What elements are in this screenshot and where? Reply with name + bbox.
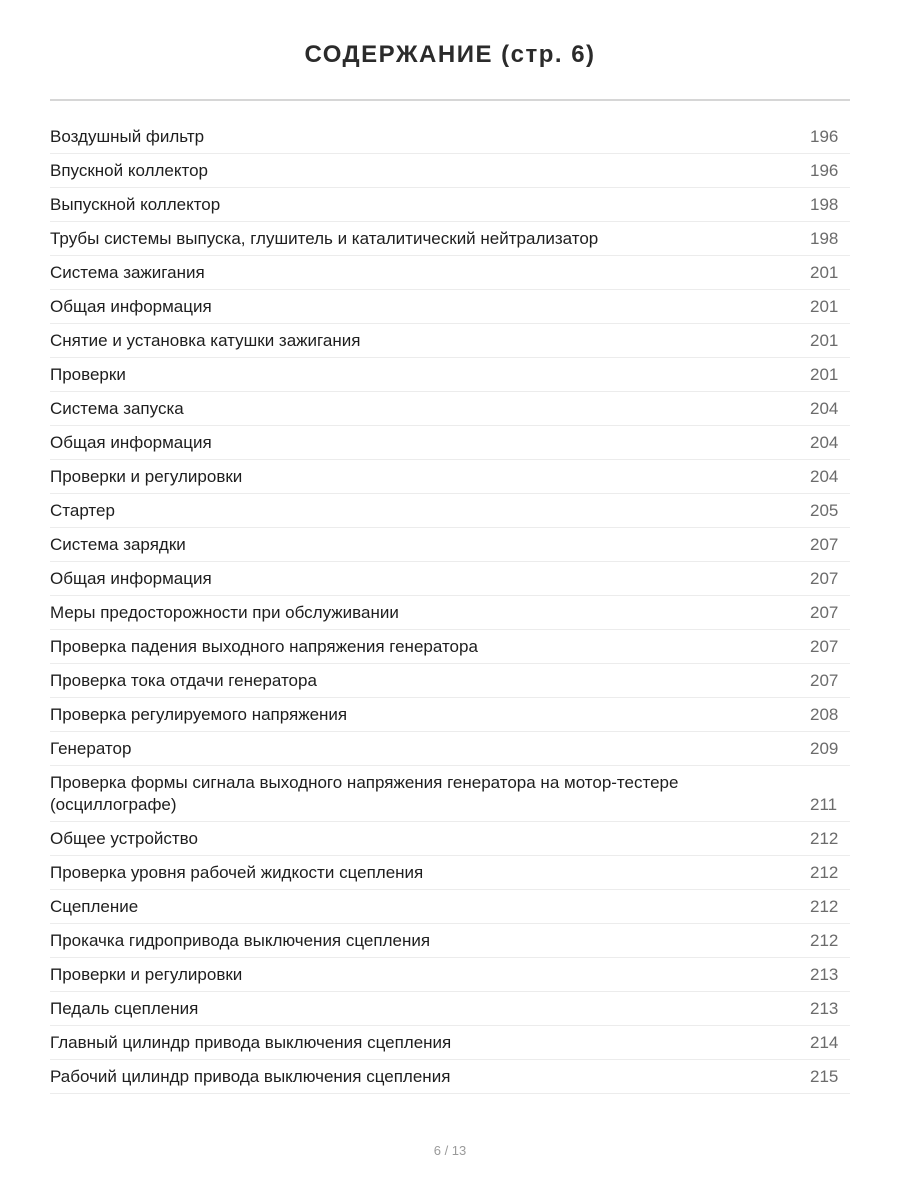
toc-entry[interactable] <box>50 822 850 856</box>
toc-entry-title: Генератор <box>50 739 132 758</box>
toc-entry[interactable] <box>50 324 850 358</box>
toc-entry-title: Выпускной коллектор <box>50 195 221 214</box>
toc-entry[interactable] <box>50 222 850 256</box>
toc-entry[interactable] <box>50 494 850 528</box>
toc-entry-title: Проверки и регулировки <box>50 965 243 984</box>
toc-entry[interactable] <box>50 630 850 664</box>
title-divider <box>50 99 850 101</box>
page-indicator: 6 / 13 <box>433 1143 467 1158</box>
toc-entry-title: Главный цилиндр привода выключения сцепления <box>50 1033 452 1052</box>
toc-entry[interactable] <box>50 992 850 1026</box>
toc-entry[interactable] <box>50 1026 850 1060</box>
toc-entry-title: Впускной коллектор <box>50 161 208 180</box>
toc-entry-title: Общая информация <box>50 569 212 588</box>
toc-entry-title: Снятие и установка катушки зажигания <box>50 331 361 350</box>
toc-entry[interactable] <box>50 188 850 222</box>
toc-entry-page: 198 <box>810 195 839 214</box>
toc-entry-page: 201 <box>810 297 839 316</box>
toc-entry-page: 208 <box>810 705 839 724</box>
toc-entry[interactable] <box>50 392 850 426</box>
toc-entry-page: 207 <box>810 671 839 690</box>
toc-entry[interactable] <box>50 890 850 924</box>
toc-entry-title: Сцепление <box>50 897 139 916</box>
toc-entry[interactable] <box>50 958 850 992</box>
toc-entry-title: Общая информация <box>50 433 212 452</box>
toc-entry[interactable] <box>50 290 850 324</box>
toc-entry-page: 207 <box>810 603 839 622</box>
toc-entry[interactable] <box>50 256 850 290</box>
toc-entry-title: Общее устройство <box>50 829 198 848</box>
page-title: СОДЕРЖАНИЕ (стр. 6) <box>304 41 596 68</box>
toc-entry[interactable] <box>50 856 850 890</box>
toc-entry-page: 213 <box>810 965 839 984</box>
toc-entry-title: Система зарядки <box>50 535 186 554</box>
toc-entry-page: 196 <box>810 161 839 180</box>
toc-entry-page: 207 <box>810 637 839 656</box>
toc-entry-page: 207 <box>810 535 839 554</box>
toc-entry-page: 215 <box>810 1067 839 1086</box>
toc-entry-title: Воздушный фильтр <box>50 127 205 146</box>
toc-entry[interactable] <box>50 460 850 494</box>
toc-entry-title: Трубы системы выпуска, глушитель и каталитический нейтрализатор <box>50 229 599 248</box>
toc-entry-page: 212 <box>810 829 839 848</box>
toc-entry[interactable] <box>50 924 850 958</box>
toc-entry[interactable] <box>50 528 850 562</box>
toc-entry[interactable] <box>50 358 850 392</box>
toc-entry-page: 211 <box>810 795 838 814</box>
toc-entry[interactable] <box>50 562 850 596</box>
toc-entry-title: Проверка регулируемого напряжения <box>50 705 348 724</box>
toc-entry-title: Проверка тока отдачи генератора <box>50 671 317 690</box>
toc-entry-title: Проверка уровня рабочей жидкости сцепления <box>50 863 424 882</box>
toc-entry-page: 214 <box>810 1033 839 1052</box>
toc-entry[interactable] <box>50 698 850 732</box>
toc-entry-page: 207 <box>810 569 839 588</box>
toc-entry-page: 212 <box>810 863 839 882</box>
toc-entry-title: Рабочий цилиндр привода выключения сцепления <box>50 1067 451 1086</box>
toc-entry-title: Стартер <box>50 501 115 520</box>
toc-entry[interactable] <box>50 120 850 154</box>
toc-entry-page: 198 <box>810 229 839 248</box>
toc-entry-page: 196 <box>810 127 839 146</box>
toc-entry[interactable] <box>50 426 850 460</box>
toc-entry-title: Прокачка гидропривода выключения сцепления <box>50 931 431 950</box>
toc-entry-page: 213 <box>810 999 839 1018</box>
toc-entry-title: Проверки и регулировки <box>50 467 243 486</box>
toc-entry-page: 201 <box>810 365 839 384</box>
toc-entry[interactable] <box>50 596 850 630</box>
toc-entry-title: Проверки <box>50 365 126 384</box>
toc-entry[interactable] <box>50 732 850 766</box>
toc-list <box>50 120 850 1094</box>
toc-entry-title: Меры предосторожности при обслуживании <box>50 603 399 622</box>
toc-entry[interactable] <box>50 1060 850 1094</box>
toc-entry-page: 205 <box>810 501 839 520</box>
toc-entry-title: Система запуска <box>50 399 184 418</box>
toc-entry[interactable] <box>50 766 850 822</box>
toc-entry-page: 201 <box>810 263 839 282</box>
toc-entry-title: Проверка падения выходного напряжения генератора <box>50 637 478 656</box>
toc-entry-page: 201 <box>810 331 839 350</box>
toc-entry-page: 204 <box>810 399 839 418</box>
toc-entry-title: Проверка формы сигнала выходного напряжения генератора на мотор-тестере (осциллографе) <box>50 773 679 814</box>
toc-entry-title: Система зажигания <box>50 263 205 282</box>
toc-entry-page: 204 <box>810 467 839 486</box>
toc-entry-title: Общая информация <box>50 297 212 316</box>
toc-entry-page: 212 <box>810 931 839 950</box>
toc-entry[interactable] <box>50 154 850 188</box>
toc-entry-page: 204 <box>810 433 839 452</box>
toc-entry-title: Педаль сцепления <box>50 999 199 1018</box>
toc-entry[interactable] <box>50 664 850 698</box>
toc-entry-page: 212 <box>810 897 839 916</box>
toc-entry-page: 209 <box>810 739 839 758</box>
